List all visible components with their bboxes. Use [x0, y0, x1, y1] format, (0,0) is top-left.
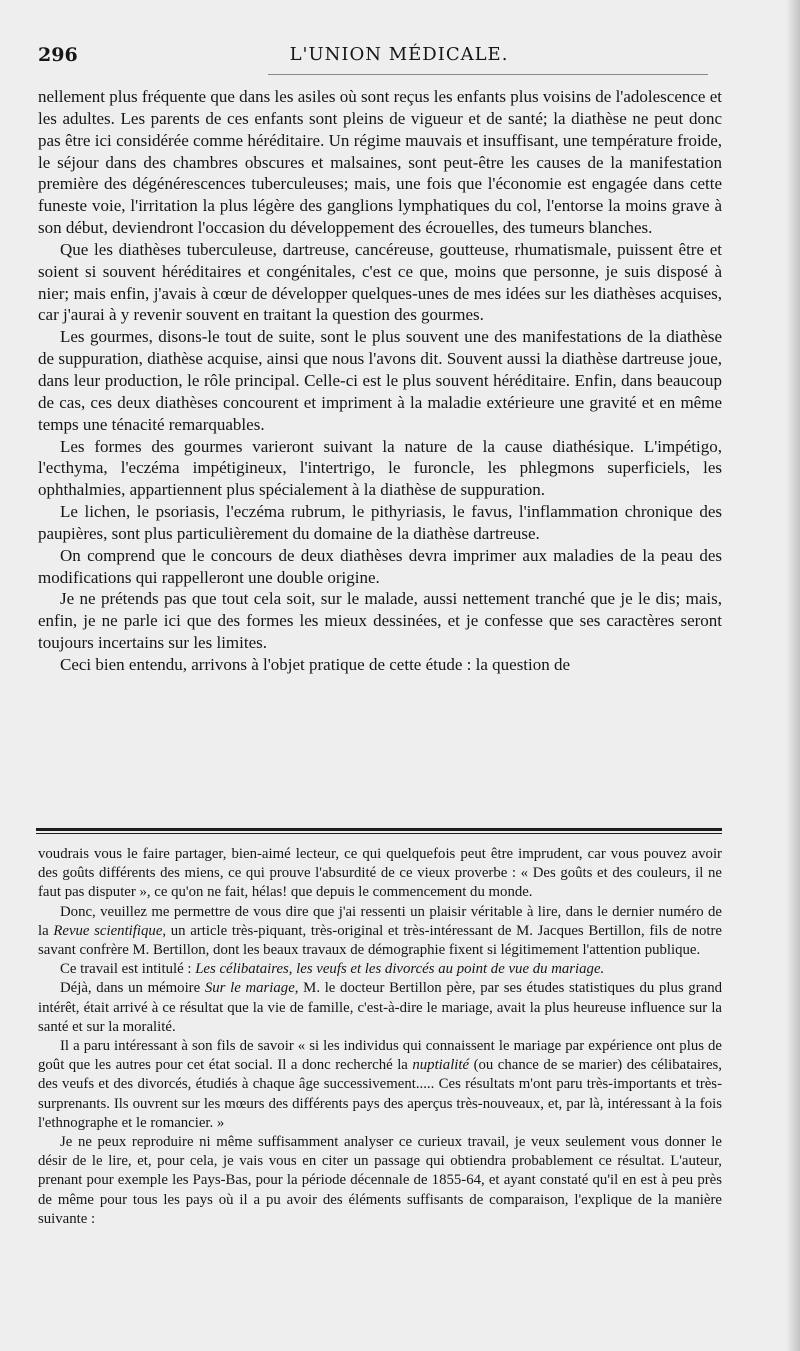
header-rule: [268, 74, 708, 75]
paragraph: nellement plus fréquente que dans les asiles où sont reçus les enfants plus voisins de l'adolescence et les adultes. Les parents de ces enfants sont pleins de vigueur et de santé; la diathèse ne peut donc pas être ici considérée comme héréditaire. Un régime mauvais et insuffisant, une température froide, le séjour dans des chambres obscures et malsaines, sont peut-être les causes de la manifestation première des dégénérescences tuberculeuses; mais, une fois que l'économie est engagée dans cette funeste voie, l'irritation la plus légère des ganglions lymphatiques du col, l'entorse la moins grave à son début, deviendront l'occasion du développement des écrouelles, des tumeurs blanches.: [38, 87, 722, 238]
page-edge-shadow: [786, 0, 800, 1351]
page-header: [38, 44, 760, 68]
main-text: [38, 86, 722, 676]
work-title: Les célibataires, les veufs et les divorcés au point de vue du mariage.: [195, 961, 605, 978]
journal-title: Revue scientifique: [53, 922, 163, 939]
separator-thin-rule: [36, 833, 722, 834]
feuilleton-text: [38, 845, 722, 1229]
note-paragraph: voudrais vous le faire partager, bien-aimé lecteur, ce qui quelquefois peut être imprudent, car vous pouvez avoir des goûts différents des miens, ce qui prouve l'absurdité de ce vieux proverbe : « Des goûts et des couleurs, il ne faut pas disputer », ce qu'on ne fait, hélas! que depuis le commencement du monde.: [38, 846, 722, 901]
feuilleton-separator: [36, 828, 722, 834]
note-paragraph: Il a paru intéressant à son fils de savoir « si les individus qui connaissent le mariage par expérience ont plus de goût que les autres pour cet état social. Il a donc recherché la nuptialité (ou chance de se marier) des célibataires, des veufs et des divorcés, étudiés à chaque âge successivement..... Ces résultats m'ont paru très-importants et très-surprenants. Ils ouvrent sur les mœurs des différents pays des aperçus très-nouveaux, et, par là, intéressant à la fois l'ethnographe et le romancier. »: [38, 1038, 722, 1131]
page-number: 296: [38, 44, 78, 66]
paragraph: Je ne prétends pas que tout cela soit, sur le malade, aussi nettement tranché que je le dis; mais, enfin, je ne parle ici que des formes les mieux dessinées, et je confesse que ses caractères seront toujours incertains sur les limites.: [38, 589, 722, 653]
paragraph: Les formes des gourmes varieront suivant la nature de la cause diathésique. L'impétigo, l'ecthyma, l'eczéma impétigineux, l'intertrigo, le furoncle, les phlegmons superficiels, les ophthalmies, appartiennent plus spécialement à la diathèse de suppuration.: [38, 436, 722, 500]
running-title: L'UNION MÉDICALE.: [289, 44, 509, 65]
note-paragraph: Déjà, dans un mémoire Sur le mariage, M. le docteur Bertillon père, par ses études statistiques du plus grand intérêt, était arrivé à ce résultat que la vie de famille, c'est-à-dire le mariage, avait la plus heureuse influence sur la santé et sur la moralité.: [38, 980, 722, 1035]
paragraph: Que les diathèses tuberculeuse, dartreuse, cancéreuse, goutteuse, rhumatismale, puissent être et soient si souvent héréditaires et congénitales, c'est ce que, moins que personne, je suis disposé à nier; mais enfin, j'avais à cœur de développer quelques-unes de mes idées sur les diathèses acquises, car j'aurai à y revenir souvent en traitant la question des gourmes.: [38, 239, 722, 325]
separator-thick-rule: [36, 828, 722, 831]
memoir-title: Sur le mariage: [204, 980, 295, 997]
note-paragraph: Ce travail est intitulé : Les célibataires, les veufs et les divorcés au point de vue du mariage.: [60, 961, 605, 978]
note-paragraph: Je ne peux reproduire ni même suffisamment analyser ce curieux travail, je veux seulement vous donner le désir de le lire, et, pour cela, je vais vous en citer un passage qui obtiendra probablement ce résultat. L'auteur, prenant pour exemple les Pays-Bas, pour la période décennale de 1855-64, et ayant constaté qu'il en est à peu près de même pour tous les pays où il a pu avoir des éléments suffisants de comparaison, l'explique de la manière suivante :: [38, 1134, 722, 1227]
paragraph: On comprend que le concours de deux diathèses devra imprimer aux maladies de la peau des modifications qui rappelleront une double origine.: [38, 545, 722, 587]
note-paragraph: Donc, veuillez me permettre de vous dire que j'ai ressenti un plaisir véritable à lire, dans le dernier numéro de la Revue scientifique, un article très-piquant, très-original et très-intéressant de M. Jacques Bertillon, fils de notre savant confrère M. Bertillon, dont les beaux travaux de démographie fixent si légitimement l'attention publique.: [38, 903, 722, 959]
paragraph: Les gourmes, disons-le tout de suite, sont le plus souvent une des manifestations de la diathèse de suppuration, diathèse acquise, ainsi que nous l'avons dit. Souvent aussi la diathèse dartreuse joue, dans leur production, le rôle principal. Celle-ci est le plus souvent héréditaire. Enfin, dans beaucoup de cas, ces deux diathèses concourent et impriment à la maladie extérieure une gravité et en même temps une ténacité remarquables.: [38, 327, 722, 434]
term-nuptialite: nuptialité: [412, 1057, 470, 1074]
paragraph: Le lichen, le psoriasis, l'eczéma rubrum, le pithyriasis, le favus, l'inflammation chronique des paupières, sont plus particulièrement du domaine de la diathèse dartreuse.: [38, 502, 722, 543]
paragraph: Ceci bien entendu, arrivons à l'objet pratique de cette étude : la question de: [60, 654, 571, 674]
